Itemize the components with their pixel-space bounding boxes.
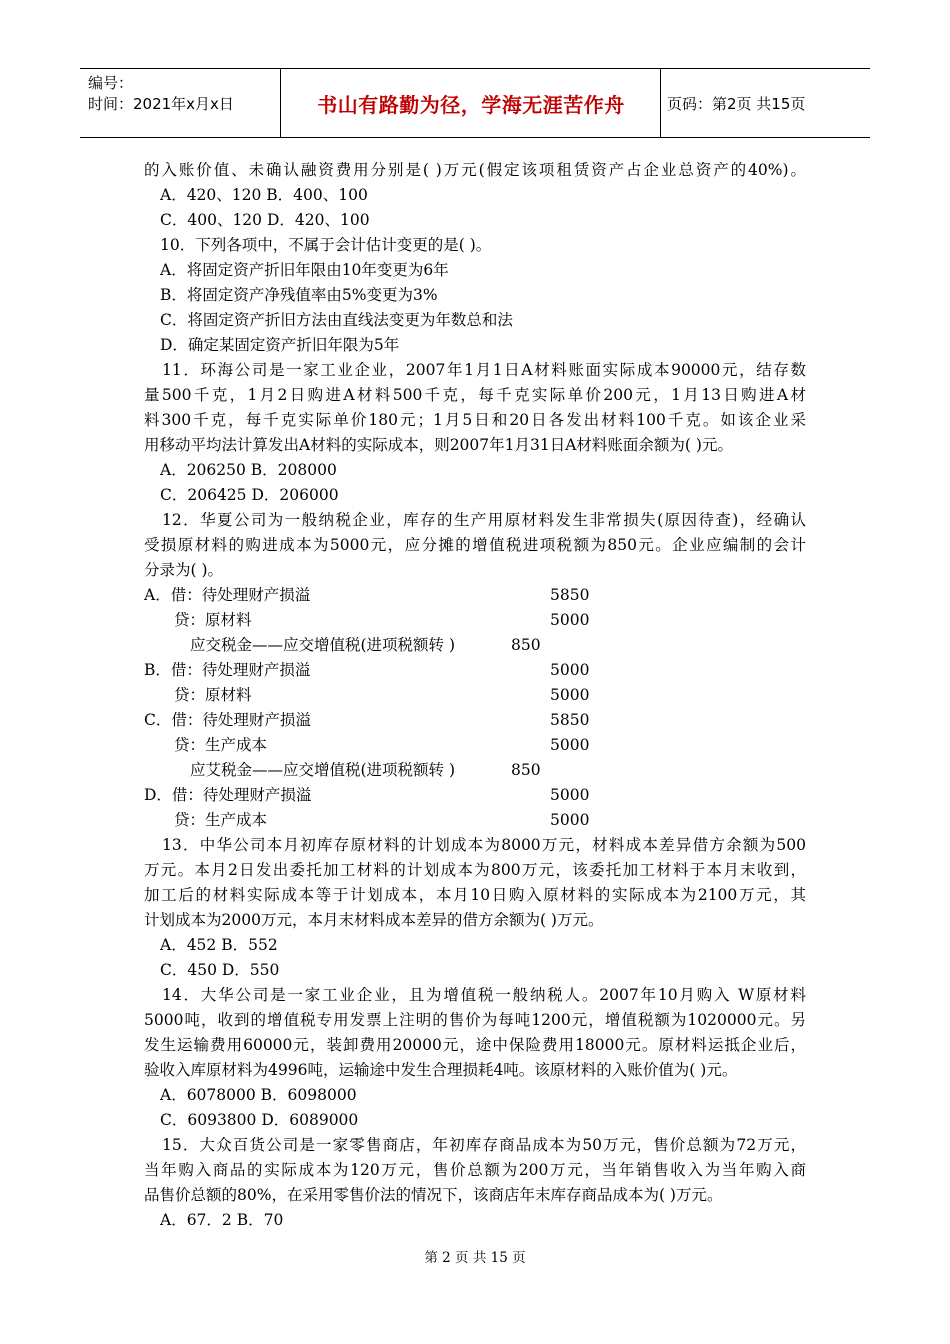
question-line: 12．华夏公司为一般纳税企业，库存的生产用原材料发生非常损失(原因待查)，经确认 — [162, 511, 806, 529]
journal-line: 贷：原材料 — [174, 686, 252, 704]
question-line: 14．大华公司是一家工业企业，且为增值税一般纳税人。2007年10月购入 W原材料 — [162, 986, 806, 1004]
header-page-info: 页码：第2页 共15页 — [667, 94, 806, 113]
text-line: 验收入库原材料为4996吨，运输途中发生合理损耗4吨。该原材料的入账价值为( )元。 — [144, 1061, 738, 1079]
text-line: 5000吨，收到的增值税专用发票上注明的售价为每吨1200元，增值税额为1020000元。另 — [144, 1011, 806, 1029]
journal-line: C．借：待处理财产损溢 — [144, 711, 311, 729]
question-line: 15．大众百货公司是一家零售商店，年初库存商品成本为50万元，售价总额为72万元， — [162, 1136, 806, 1154]
text-line: 万元。本月2日发出委托加工材料的计划成本为800万元，该委托加工材料于本月末收到， — [144, 861, 806, 879]
option-line: B．将固定资产净残值率由5%变更为3% — [160, 286, 438, 304]
journal-amount: 5000 — [550, 811, 590, 829]
journal-amount: 5000 — [550, 686, 590, 704]
text-line: 加工后的材料实际成本等于计划成本，本月10日购入原材料的实际成本为2100万元，其 — [144, 886, 806, 904]
journal-amount: 5000 — [550, 786, 590, 804]
journal-amount: 850 — [511, 761, 541, 779]
header-date-label: 时间：2021年x月x日 — [88, 95, 234, 113]
journal-amount: 5850 — [550, 711, 590, 729]
option-line: A．67．2 B．70 — [160, 1211, 284, 1229]
journal-amount: 5000 — [550, 736, 590, 754]
option-line: C．6093800 D．6089000 — [160, 1111, 359, 1129]
text-line: 计划成本为2000万元，本月末材料成本差异的借方余额为( )万元。 — [144, 911, 604, 929]
option-line: A．206250 B．208000 — [160, 461, 337, 479]
page-header — [80, 68, 870, 138]
journal-line: A．借：待处理财产损溢 — [144, 586, 311, 604]
text-line: 的入账价值、未确认融资费用分别是( )万元(假定该项租赁资产占企业总资产的40%)。 — [144, 161, 806, 179]
option-line: A．6078000 B．6098000 — [160, 1086, 357, 1104]
option-line: A．420、120 B．400、100 — [160, 186, 368, 204]
text-line: 当年购入商品的实际成本为120万元，售价总额为200万元，当年销售收入为当年购入商 — [144, 1161, 806, 1179]
journal-amount: 5850 — [550, 586, 590, 604]
text-line: 受损原材料的购进成本为5000元，应分摊的增值税进项税额为850元。企业应编制的会计 — [144, 536, 806, 554]
question-line: 13．中华公司本月初库存原材料的计划成本为8000万元，材料成本差异借方余额为500 — [162, 836, 806, 854]
header-divider — [660, 69, 661, 137]
journal-line: 贷：原材料 — [174, 611, 252, 629]
journal-line: B．借：待处理财产损溢 — [144, 661, 311, 679]
question-line: 11．环海公司是一家工业企业，2007年1月1日A材料账面实际成本90000元，结存数 — [162, 361, 806, 379]
text-line: 发生运输费用60000元，装卸费用20000元，途中保险费用18000元。原材料运抵企业后， — [144, 1036, 806, 1054]
journal-amount: 850 — [511, 636, 541, 654]
option-line: C．将固定资产折旧方法由直线法变更为年数总和法 — [160, 311, 513, 329]
journal-amount: 5000 — [550, 661, 590, 679]
journal-line: 贷：生产成本 — [174, 811, 268, 829]
header-meta — [88, 73, 234, 115]
question-line: 10．下列各项中，不属于会计估计变更的是( )。 — [160, 236, 492, 254]
text-line: 品售价总额的80%，在采用零售价法的情况下，该商店年末库存商品成本为( )万元。 — [144, 1186, 723, 1204]
journal-amount: 5000 — [550, 611, 590, 629]
option-line: C．400、120 D．420、100 — [160, 211, 370, 229]
header-motto: 书山有路勤为径，学海无涯苦作舟 — [317, 92, 625, 117]
text-line: 用移动平均法计算发出A材料的实际成本，则2007年1月31日A材料账面余额为( )元。 — [144, 436, 733, 454]
journal-line: 应艾税金——应交增值税(进项税额转 ) — [190, 761, 456, 779]
header-number-label: 编号： — [88, 74, 134, 92]
option-line: D．确定某固定资产折旧年限为5年 — [160, 336, 400, 354]
page-footer: 第 2 页 共 15 页 — [424, 1250, 526, 1266]
option-line: A．将固定资产折旧年限由10年变更为6年 — [160, 261, 449, 279]
option-line: C．206425 D．206000 — [160, 486, 339, 504]
option-line: C．450 D．550 — [160, 961, 280, 979]
journal-line: 贷：生产成本 — [174, 736, 268, 754]
text-line: 量500千克，1月2日购进A材料500千克，每千克实际单价200元，1月13日购进A材 — [144, 386, 806, 404]
header-divider — [280, 69, 281, 137]
text-line: 分录为( )。 — [144, 561, 224, 579]
text-line: 料300千克，每千克实际单价180元；1月5日和20日各发出材料100千克。如该企业采 — [144, 411, 806, 429]
journal-line: 应交税金——应交增值税(进项税额转 ) — [190, 636, 456, 654]
option-line: A．452 B．552 — [160, 936, 278, 954]
journal-line: D．借：待处理财产损溢 — [144, 786, 312, 804]
